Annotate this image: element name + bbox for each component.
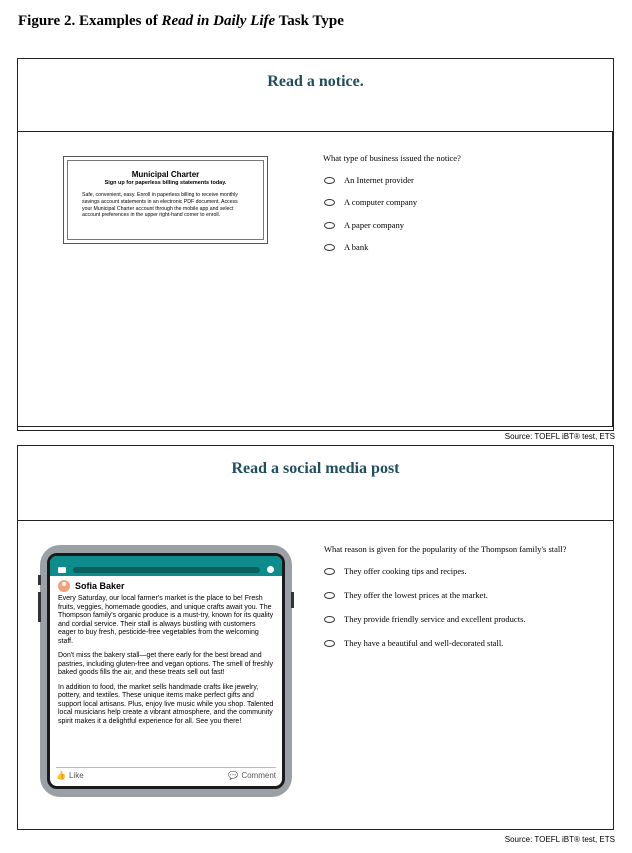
notice-card-inner — [67, 160, 264, 240]
notice-option-4[interactable]: A bank — [324, 242, 368, 252]
thumbs-up-icon: 👍 — [56, 771, 66, 780]
notice-panel-body — [18, 131, 613, 427]
notice-option-2[interactable]: A computer company — [324, 197, 417, 207]
post-paragraph-2: Don't miss the bakery stall—get there early for the best bread and pastries, including gluten-free and vegan options. The smell of freshly baked goods fills the air, and these treats sell out fast! — [58, 652, 274, 677]
comment-bubble-icon: 💬 — [228, 771, 239, 780]
social-panel-title: Read a social media post — [231, 460, 400, 477]
post-paragraph-1: Every Saturday, our local farmer's market is the place to be! Fresh fruits, veggies, homemade goodies, and unique crafts await you. The Thompson family's organic produce is a must-try, known for its quality and cordial service. Their stall is always bustling with customers eager to buy fresh, pesticide-free vegetables from the welcoming staff. — [58, 595, 274, 645]
radio-button[interactable] — [324, 199, 335, 206]
notice-panel-header — [18, 59, 613, 132]
source-credit-2: Source: TOEFL iBT® test, ETS — [504, 835, 615, 844]
social-panel-body — [18, 520, 613, 829]
social-option-2[interactable]: They offer the lowest prices at the market. — [324, 590, 488, 600]
radio-button[interactable] — [324, 592, 335, 599]
search-bar[interactable] — [73, 567, 260, 573]
social-question: What reason is given for the popularity of the Thompson family's stall? — [324, 544, 567, 554]
phone-screen — [47, 553, 285, 789]
camera-icon[interactable] — [58, 567, 66, 573]
notice-text: Safe, convenient, easy. Enroll in paperless billing to receive monthly savings account statements in an electronic PDF document. Access your Municipal Charter account through the mobile app and select account preferences in the upper right-hand corner to enroll. — [82, 192, 238, 219]
comment-button[interactable]: 💬 Comment — [228, 771, 276, 780]
social-post — [50, 576, 282, 726]
author-name: Sofia Baker — [75, 581, 125, 591]
radio-button[interactable] — [324, 640, 335, 647]
notice-option-3[interactable]: A paper company — [324, 220, 404, 230]
radio-button[interactable] — [324, 244, 335, 251]
phone-side-button — [38, 592, 41, 622]
social-option-3[interactable]: They provide friendly service and excellent products. — [324, 614, 526, 624]
avatar — [58, 580, 70, 592]
radio-button[interactable] — [324, 568, 335, 575]
phone-mockup — [40, 545, 292, 797]
source-credit-1: Source: TOEFL iBT® test, ETS — [504, 432, 615, 441]
notice-card — [63, 156, 268, 244]
figure-title: Figure 2. Examples of Read in Daily Life Task Type — [18, 13, 344, 29]
social-panel — [17, 445, 614, 830]
notice-subtitle: Sign up for paperless billing statements today. — [104, 180, 227, 186]
radio-button[interactable] — [324, 222, 335, 229]
notice-option-1[interactable]: An Internet provider — [324, 175, 414, 185]
phone-side-button — [38, 575, 41, 585]
radio-button[interactable] — [324, 616, 335, 623]
notice-panel — [17, 58, 614, 431]
social-option-4[interactable]: They have a beautiful and well-decorated stall. — [324, 638, 503, 648]
notice-question: What type of business issued the notice? — [323, 153, 461, 163]
like-button[interactable]: 👍 Like — [56, 771, 84, 780]
post-author — [58, 580, 274, 592]
phone-side-button — [291, 592, 294, 608]
social-option-1[interactable]: They offer cooking tips and recipes. — [324, 566, 467, 576]
social-panel-header — [18, 446, 613, 521]
notice-title: Municipal Charter — [131, 170, 200, 179]
post-paragraph-3: In addition to food, the market sells handmade crafts like jewelry, pottery, and textiles. These unique items make perfect gifts and support local artisans. Plus, enjoy live music while you shop. Talented local musicians help create a vibrant atmosphere, and the community spirit makes it a delightful experience for all. See you there! — [58, 683, 274, 725]
profile-dot-icon[interactable] — [267, 566, 274, 573]
notice-panel-title: Read a notice. — [267, 73, 364, 90]
post-actions — [56, 767, 276, 780]
radio-button[interactable] — [324, 177, 335, 184]
status-bar — [50, 556, 282, 563]
app-toolbar — [50, 563, 282, 576]
